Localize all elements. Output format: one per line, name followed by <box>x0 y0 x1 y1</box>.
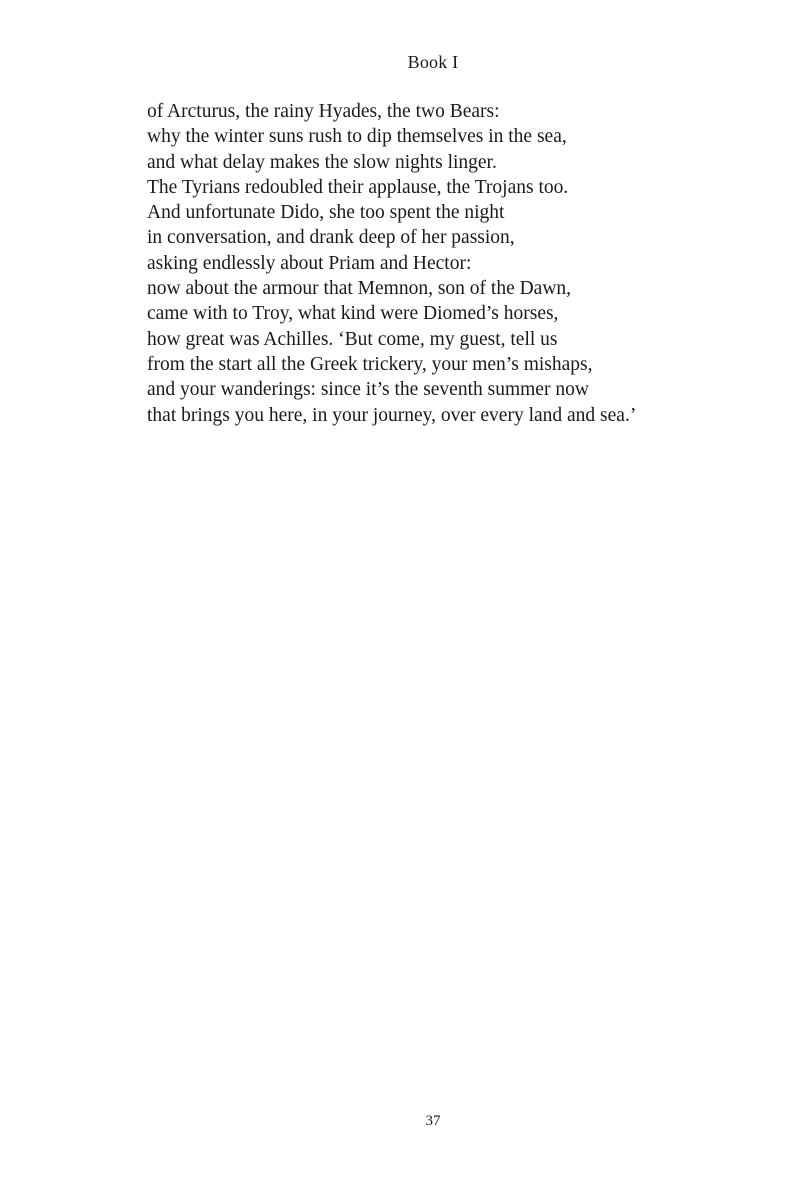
poem-text <box>147 99 636 428</box>
poem-line: came with to Troy, what kind were Diomed’s horses, <box>147 303 559 325</box>
poem-line: why the winter suns rush to dip themselves in the sea, <box>147 126 567 148</box>
poem-line: how great was Achilles. ‘But come, my guest, tell us <box>147 328 558 350</box>
poem-line: asking endlessly about Priam and Hector: <box>147 252 472 274</box>
poem-line: in conversation, and drank deep of her passion, <box>147 227 515 249</box>
poem-line: that brings you here, in your journey, over every land and sea.’ <box>147 404 637 426</box>
poem-line: And unfortunate Dido, she too spent the night <box>147 202 505 224</box>
poem-line: and your wanderings: since it’s the seventh summer now <box>147 379 589 401</box>
poem-line: and what delay makes the slow nights linger. <box>147 151 497 173</box>
poem-line: from the start all the Greek trickery, your men’s mishaps, <box>147 353 593 375</box>
poem-line: of Arcturus, the rainy Hyades, the two Bears: <box>147 101 500 122</box>
poem-line: now about the armour that Memnon, son of the Dawn, <box>147 278 572 300</box>
page-number: 37 <box>425 1113 441 1129</box>
running-head: Book I <box>407 52 459 72</box>
poem-line: The Tyrians redoubled their applause, the Trojans too. <box>147 176 569 198</box>
